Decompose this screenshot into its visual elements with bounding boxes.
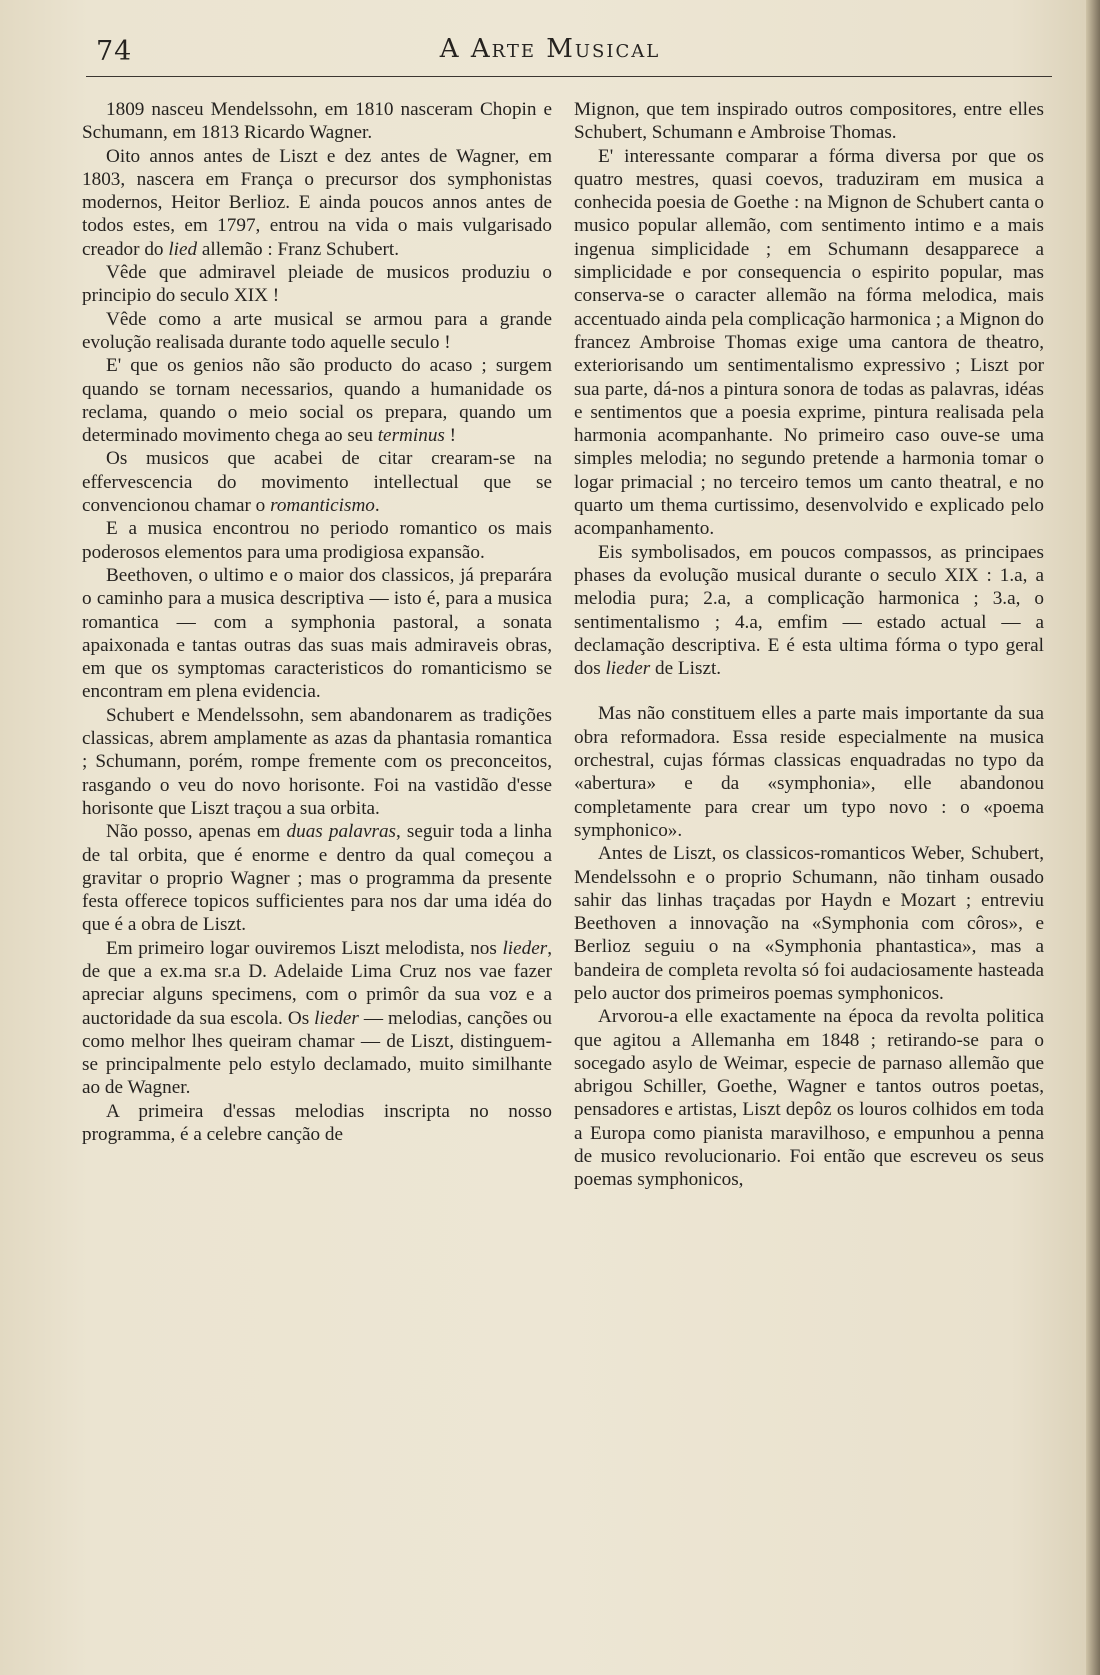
italic-text: lieder [502,937,548,959]
paragraph [574,145,1044,541]
header-rule [86,76,1052,77]
paragraph [82,564,552,704]
text-run: Oito annos antes de Liszt e dez antes de Wagner, em 1803, nascera em França o precursor dos symphonistas modernos, Heitor Berlioz. E ainda poucos annos antes de todos estes, em 1797, entrou na vida o mais vulgarisado creador do [82,145,552,260]
paragraph [574,702,1044,842]
italic-text: terminus [377,425,445,447]
text-run: Em primeiro logar ouviremos Liszt melodista, nos [106,937,503,959]
text-run: , de que a ex.ma sr.a D. Adelaide Lima Cruz nos vae fazer apreciar alguns specimens, com o primôr da sua voz e a auctoridade da sua escola. Os [82,937,552,1029]
text-run: E' que os genios não são producto do acaso ; surgem quando se tornam necessarios, quando a humanidade os reclama, quando o meio social os prepara, quando um determinado movimento chega ao seu [82,355,552,447]
paragraph [574,1005,1044,1191]
page-edge-shadow [1086,0,1100,1675]
text-run: — melodias, canções ou como melhor lhes queiram chamar — de Liszt, distinguem-se principalmente pelo estylo declamado, muito similhante ao de Wagner. [82,1007,552,1099]
paragraph [82,98,552,145]
text-run: Mas não constituem elles a parte mais importante da sua obra reformadora. Essa reside especialmente na musica orchestral, cujas fórmas classicas enquadradas no typo da «abertura» e da «symphonia», elle abandonou completamente para crear um typo novo : o «poema symphonico». [574,703,1044,841]
italic-text: lied [168,238,198,260]
italic-text: romanticismo [270,495,375,517]
paragraph [82,145,552,261]
right-column [574,98,1044,1192]
text-run: Antes de Liszt, os classicos-romanticos Weber, Schubert, Mendelssohn e o proprio Schumann, não tinham ousado sahir das linhas traçadas por Haydn e Mozart ; entreviu Beethoven a innovação na «Symphonia com côros», e Berlioz seguiu o na «Symphonia phantastica», mas a bandeira de completa revolta só foi audaciosamente hasteada pelo auctor dos primeiros poemas symphonicos. [574,843,1044,1004]
paragraph [82,704,552,820]
paragraph [574,842,1044,1005]
text-run: Eis symbolisados, em poucos compassos, as principaes phases da evolução musical durante o seculo XIX : 1.a, a melodia pura; 2.a, a complicação harmonica ; 3.a, o sentimentalismo ; 4.a, emfim — estado actual — a declamação descriptiva. E é esta ultima fórma o typo geral dos [574,541,1044,680]
text-run: de Liszt. [650,658,722,680]
text-run: Schubert e Mendelssohn, sem abandonarem as tradições classicas, abrem amplamente as azas da phantasia romantica ; Schumann, porém, rompe fremente com os preconceitos, rasgando o veu do novo horisonte. Foi na vastidão d'esse horisonte que Liszt traçou a sua orbita. [82,704,552,819]
italic-text: duas palavras [286,821,397,843]
text-run: Os musicos que acabei de citar crearam-se na effervescencia do movimento intellectual que se convencionou chamar o [82,448,552,517]
text-run: allemão : Franz Schubert. [197,238,400,260]
text-run: Mignon, que tem inspirado outros compositores, entre elles Schubert, Schumann e Ambroise Thomas. [574,99,1044,144]
paragraph [82,308,552,355]
text-run: Beethoven, o ultimo e o maior dos classicos, já preparára o caminho para a musica descriptiva — isto é, para a musica romantica — com a symphonia pastoral, a sonata apaixonada e tantas outras das suas mais admiraveis obras, em que os symptomas caracteristicos do romanticismo se encontram em plena evidencia. [82,564,552,703]
text-run: Vêde como a arte musical se armou para a grande evolução realisada durante todo aquelle seculo ! [82,308,552,353]
paragraph [574,98,1044,145]
text-run: Arvorou-a elle exactamente na época da revolta politica que agitou a Allemanha em 1848 ; retirando-se para o socegado asylo de Weimar, especie de parnaso allemão que abrigou Schiller, Goethe, Wagner e tantos outros poetas, pensadores e artistas, Liszt depôz os louros colhidos em toda a Europa como pianista maravilhoso, e empunhou a penna de musico revolucionario. Foi então que escreveu os seus poemas symphonicos, [574,1006,1044,1191]
text-run: . [374,495,380,517]
paragraph [82,820,552,936]
text-run: ! [444,425,457,447]
left-column [82,98,552,1146]
paragraph [82,517,552,564]
paragraph [82,354,552,447]
italic-text: lieder [605,658,651,680]
paragraph [82,1100,552,1147]
paragraph [82,447,552,517]
italic-text: lieder [314,1007,359,1029]
text-run: A primeira d'essas melodias inscripta no nosso programma, é a celebre canção de [82,1100,552,1146]
text-run: Vêde que admiravel pleiade de musicos produziu o principio do seculo XIX ! [82,262,552,307]
page-number: 74 [96,36,133,67]
text-run: , seguir toda a linha de tal orbita, que é enorme e dentro da qual começou a gravitar o proprio Wagner ; mas o programma da presente festa offerece topicos sufficientes para nos dar uma idéa do que é a obra de Liszt. [82,821,553,936]
paragraph [82,937,552,1100]
text-run: E' interessante comparar a fórma diversa por que os quatro mestres, quasi coevos, traduziram em musica a conhecida poesia de Goethe : na Mignon de Schubert canta o musico popular allemão, com sentimento intimo e a mais ingenua simplicidade ; em Schumann desapparece a simplicidade e por consequencia o espirito popular, mas conserva-se o caracter allemão na fórma melodica, mais accentuado ainda pela complicação harmonica ; a Mignon do francez Ambroise Thomas exige uma cantora de theatro, exteriorisando um sentimentalismo expressivo ; Liszt por sua parte, dá-nos a pintura sonora de todas as palavras, idéas e sentimentos que a poesia exprime, pintura realisada pela harmonia acompanhante. No primeiro caso ouve-se uma simples melodia; no segundo pretende a harmonia tomar o logar primacial ; no terceiro temos um canto theatral, e no quarto um thema curtissimo, desenvolvido e explicado pelo acompanhamento. [574,145,1044,540]
running-title: A Arte Musical [439,34,661,64]
paragraph [82,261,552,308]
text-run: E a musica encontrou no periodo romantico os mais poderosos elementos para uma prodigiosa expansão. [82,518,552,563]
paragraph [574,541,1044,681]
text-run: 1809 nasceu Mendelssohn, em 1810 nasceram Chopin e Schumann, em 1813 Ricardo Wagner. [82,99,552,144]
text-run: Não posso, apenas em [106,821,287,843]
